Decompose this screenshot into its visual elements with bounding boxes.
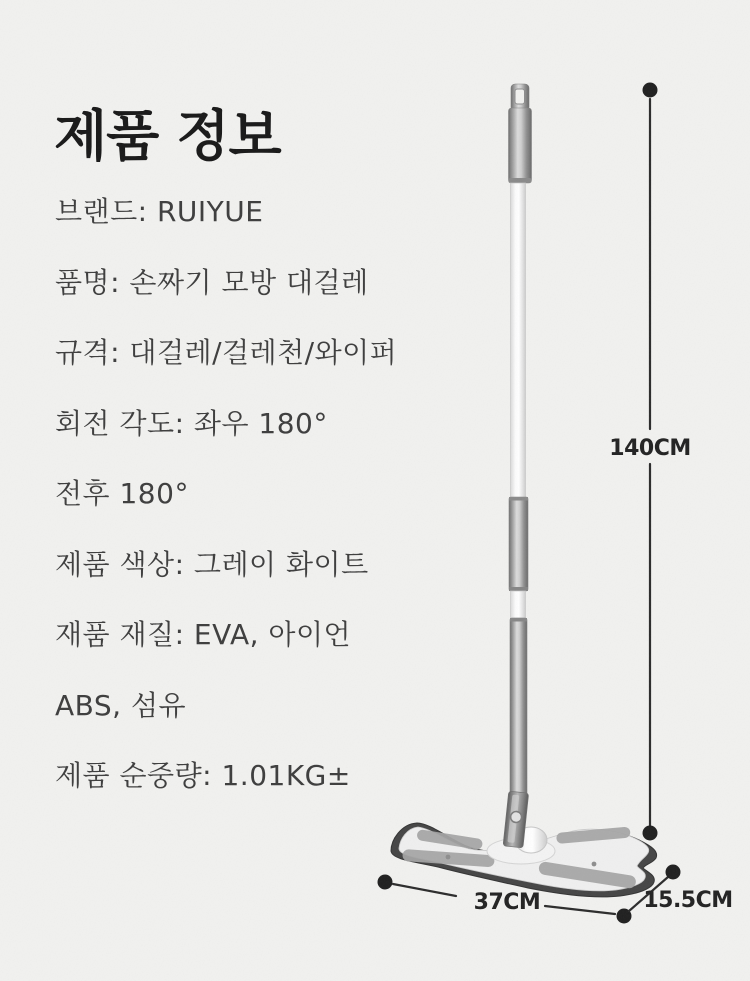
spec-line-brand: 브랜드: RUIYUE	[55, 195, 264, 228]
head-screw-right	[592, 862, 597, 867]
hanger-hole	[515, 89, 525, 104]
height-dot-top	[643, 83, 658, 98]
height-dimension-label: 140CM	[609, 436, 691, 461]
spec-line-weight: 제품 순중량: 1.01KG±	[55, 759, 351, 792]
joint-button	[510, 811, 522, 823]
width-line-right	[545, 906, 615, 914]
page-title: 제품 정보	[54, 104, 281, 168]
spec-list	[55, 177, 535, 812]
spec-line-material: 재품 재질: EVA, 아이언	[55, 618, 352, 651]
spec-line-rotation: 회전 각도: 좌우 180°	[55, 406, 328, 440]
head-screw-left	[446, 855, 451, 860]
height-dot-bottom	[643, 826, 658, 841]
depth-dot-top	[666, 865, 681, 880]
width-dot-left	[378, 875, 393, 890]
width-line-left	[393, 884, 456, 896]
spec-line-material2: ABS, 섬유	[55, 688, 187, 722]
spec-line-standard: 규격: 대걸레/걸레천/와이퍼	[55, 336, 398, 369]
dimension-height	[609, 83, 690, 841]
spec-line-rotation2: 전후 180°	[55, 477, 189, 510]
spec-line-name: 품명: 손짜기 모방 대걸레	[55, 265, 369, 299]
spec-line-color: 제품 색상: 그레이 화이트	[55, 547, 369, 581]
width-dimension-label: 37CM	[473, 890, 541, 915]
handle-cap	[509, 108, 532, 183]
depth-dimension-label: 15.5CM	[643, 888, 733, 913]
